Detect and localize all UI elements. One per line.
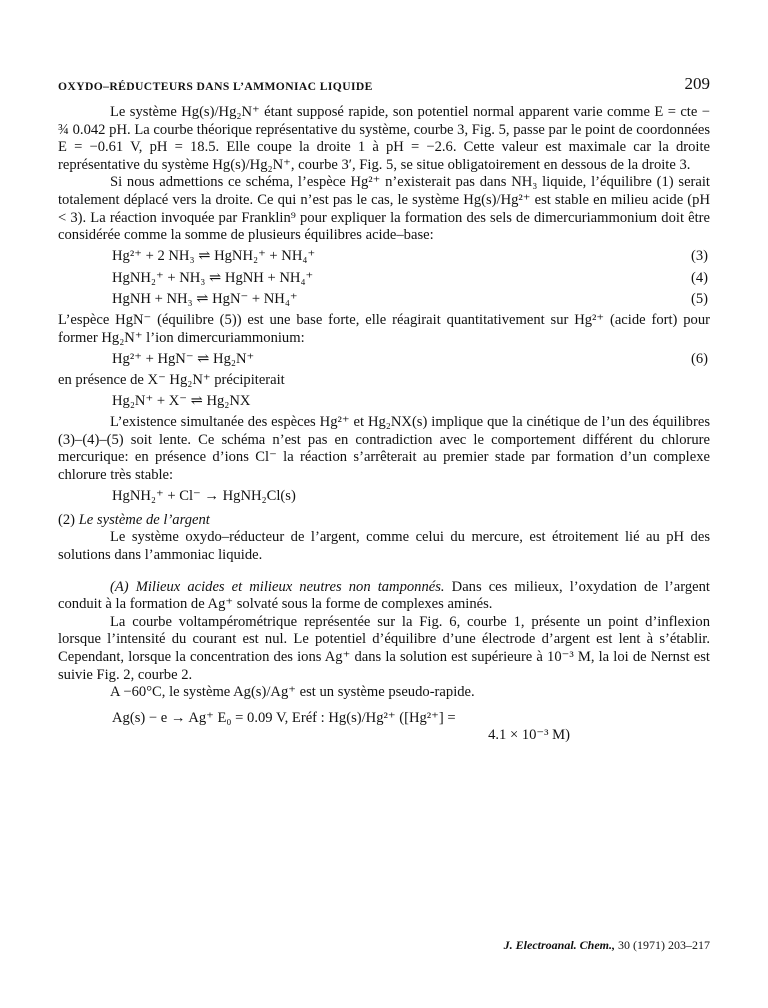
equation-3	[58, 248, 710, 266]
equation-chloride-complex	[58, 488, 710, 506]
equation-number: (6)	[690, 350, 708, 367]
equation-4	[58, 270, 710, 288]
equation-silver-line1: Ag(s) − e → Ag⁺ E₀ = 0.09 V, Eréf : Hg(s)/Hg²⁺ ([Hg²⁺] =	[112, 709, 456, 726]
equation-5	[58, 291, 710, 309]
journal-citation	[504, 938, 710, 953]
journal-volume-pages: 30 (1971) 203–217	[618, 938, 710, 952]
equation-6	[58, 351, 710, 369]
spacer	[58, 565, 710, 579]
paragraph-pseudo-rapid: A −60°C, le système Ag(s)/Ag⁺ est un système pseudo-rapide.	[110, 684, 475, 701]
page-number: 209	[684, 74, 710, 93]
subsection-text: Dans ces milieux, l’oxydation de l’argent conduit à la formation de Ag⁺ solvaté sous la forme de complexes aminés.	[58, 578, 710, 613]
section-heading	[58, 512, 710, 530]
section-title: Le système de l’argent	[78, 511, 210, 528]
equation-expression: HgNH₂⁺ + Cl⁻ → HgNH₂Cl(s)	[112, 488, 296, 505]
equation-number: (5)	[690, 290, 708, 307]
paragraph-voltammetry: La courbe voltampérométrique représentée sur la Fig. 6, courbe 1, présente un point d’inflexion lorsque l’intensité du courant est nul. Le potentiel d’équilibre d’une électrode d’argent est lent à s’établir. Cependant, lorsque la concentration des ions Ag⁺ dans la solution est supérieure à 10⁻³ M, la loi de Nernst est suivie Fig. 2, courbe 2.	[58, 613, 710, 683]
equation-expression: Hg₂N⁺ + X⁻ ⇌ Hg₂NX	[112, 393, 251, 410]
paragraph-hg2n-system: Le système Hg(s)/Hg₂N⁺ étant supposé rapide, son potentiel normal apparent varie comme E = cte − ¾ 0.042 pH. La courbe théorique représentative du système, courbe 3, Fig. 5, passe par le point de coordonnées E = −0.61 V, pH = 18.5. Elle coupe la droite 1 à pH = −2.6. Cette valeur est maximale car la droite représentative du système Hg(s)/Hg₂N⁺, courbe 3′, Fig. 5, se situe obligatoirement en dessous de la droite 3.	[58, 104, 710, 173]
equation-precipitation	[58, 393, 710, 411]
equation-expression: HgNH + NH₃ ⇌ HgN⁻ + NH₄⁺	[112, 290, 298, 307]
running-title: OXYDO–RÉDUCTEURS DANS L’AMMONIAC LIQUIDE	[58, 80, 373, 93]
paragraph-precipitation: en présence de X⁻ Hg₂N⁺ précipiterait	[58, 371, 285, 388]
paragraph-kinetics: L’existence simultanée des espèces Hg²⁺ et Hg₂NX(s) implique que la cinétique de l’un des équilibres (3)–(4)–(5) soit lente. Ce schéma n’est pas en contradiction avec le comportement différent du chlorure mercurique: en présence d’ions Cl⁻ la réaction s’arrêterait au premier stade par formation d’un complexe chlorure très stable:	[58, 414, 710, 484]
paragraph-hgn-base: L’espèce HgN⁻ (équilibre (5)) est une base forte, elle réagirait quantitativement sur Hg²⁺ (acide fort) pour former Hg₂N⁺ l’ion dimercuriammonium:	[58, 311, 710, 346]
paragraph-franklin-hypothesis: Si nous admettions ce schéma, l’espèce Hg²⁺ n’existerait pas dans NH₃ liquide, l’équilibre (1) serait totalement déplacé vers la droite. Ce qui n’est pas le cas, le système Hg(s)/Hg²⁺ est stable en milieu acide (pH < 3). La réaction invoquée par Franklin⁹ pour expliquer la formation des sels de dimercuriammonium doit être considérée comme la somme de plusieurs équilibres acide–base:	[58, 174, 710, 244]
subsection-heading: (A) Milieux acides et milieux neutres non tamponnés.	[110, 578, 445, 595]
equation-number: (4)	[690, 269, 708, 286]
equation-expression: Hg²⁺ + HgN⁻ ⇌ Hg₂N⁺	[112, 350, 255, 367]
paragraph-silver-intro: Le système oxydo–réducteur de l’argent, comme celui du mercure, est étroitement lié au pH des solutions dans l’ammoniac liquide.	[58, 529, 710, 563]
equation-number	[708, 393, 710, 411]
equation-expression: Hg²⁺ + 2 NH₃ ⇌ HgNH₂⁺ + NH₄⁺	[112, 248, 316, 265]
equation-number	[708, 488, 710, 506]
section-number: (2)	[58, 511, 76, 528]
page-header	[58, 74, 710, 98]
journal-name: J. Electroanal. Chem.,	[503, 938, 615, 952]
equation-silver-line2: 4.1 × 10⁻³ M)	[488, 727, 570, 744]
equation-expression: HgNH₂⁺ + NH₃ ⇌ HgNH + NH₄⁺	[112, 269, 314, 286]
article-body	[58, 104, 710, 745]
paragraph-acid-media	[58, 579, 710, 614]
equation-number: (3)	[690, 248, 708, 265]
